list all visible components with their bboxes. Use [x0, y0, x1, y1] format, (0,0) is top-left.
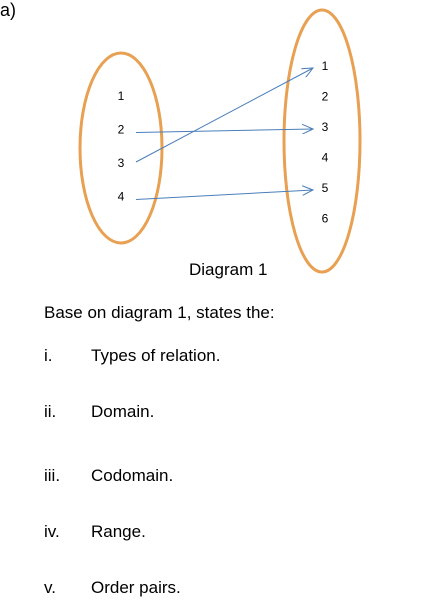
codomain-set-ellipse [284, 10, 360, 272]
question-text: Order pairs. [91, 578, 181, 597]
arrow-diagram [0, 0, 440, 290]
domain-element: 3 [117, 156, 125, 171]
domain-set-ellipse [80, 53, 162, 243]
domain-element: 2 [117, 122, 125, 137]
codomain-element: 1 [321, 59, 329, 74]
mapping-arrow [136, 68, 313, 162]
question-number: iv. [44, 522, 60, 541]
question-number: v. [44, 578, 56, 597]
codomain-element: 6 [321, 211, 329, 226]
codomain-elements [322, 59, 329, 226]
codomain-element: 5 [321, 181, 329, 196]
question-text: Types of relation. [91, 346, 221, 365]
domain-element: 4 [117, 189, 125, 204]
codomain-element: 2 [321, 89, 329, 104]
question-number: iii. [44, 466, 61, 485]
question-intro: Base on diagram 1, states the: [44, 303, 275, 322]
question-text: Range. [91, 522, 146, 541]
question-text: Codomain. [91, 466, 174, 485]
codomain-element: 4 [321, 150, 329, 165]
part-label: a) [0, 0, 17, 20]
domain-element: 1 [117, 89, 125, 104]
domain-elements [118, 89, 125, 204]
diagram-caption: Diagram 1 [189, 260, 268, 279]
question-number: ii. [44, 402, 57, 421]
question-number: i. [44, 346, 53, 365]
codomain-element: 3 [321, 120, 329, 135]
question-text: Domain. [91, 402, 155, 421]
